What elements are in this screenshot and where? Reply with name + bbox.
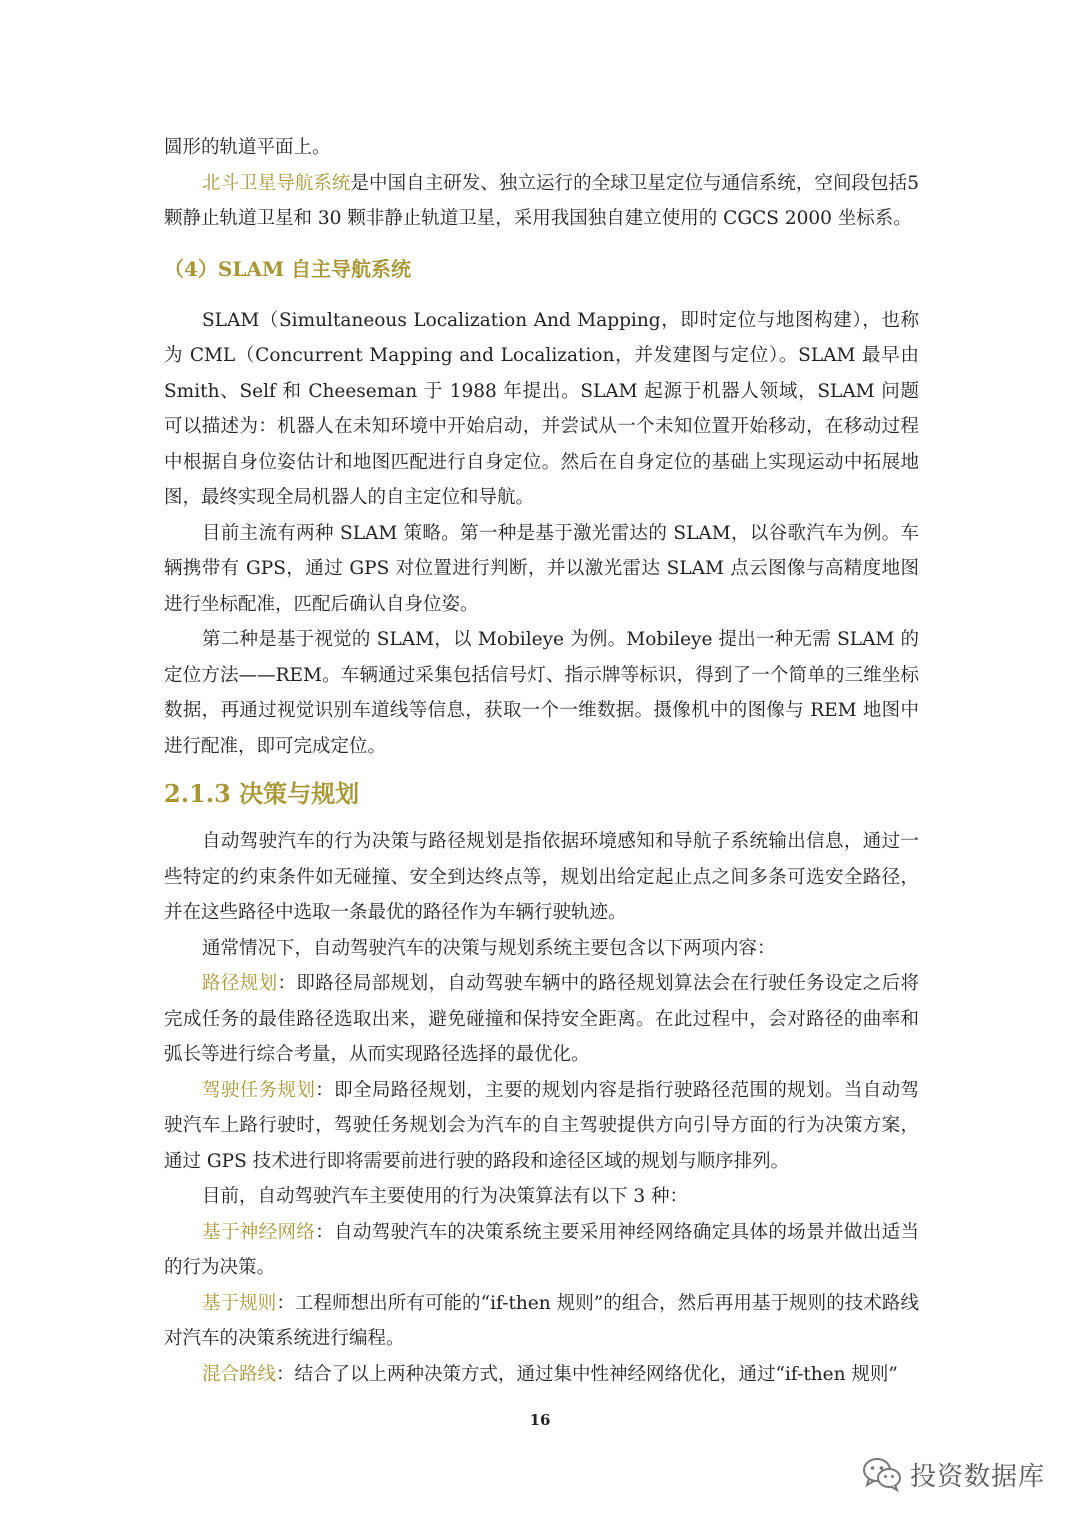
paragraph-text: ：结合了以上两种决策方式，通过集中性神经网络优化，通过“if-then 规则” bbox=[276, 1363, 898, 1385]
paragraph-algorithms: 目前，自动驾驶汽车主要使用的行为决策算法有以下 3 种： bbox=[202, 1186, 689, 1207]
paragraph-decision-intro: 自动驾驶汽车的行为决策与路径规划是指依据环境感知和导航子系统输出信息，通过一些特定的约束条件如无碰撞、安全到达终点等，规划出给定起止点之间多条可选安全路径，并在这些路径中选取一条最优的路径作为车辆行驶轨迹。 bbox=[164, 831, 919, 923]
paragraph-text: ：即路径局部规划，自动驾驶车辆中的路径规划算法会在行驶任务设定之后将完成任务的最佳路径选取出来，避免碰撞和保持安全距离。在此过程中，会对路径的曲率和弧长等进行综合考量，从而实现路径选择的最优化。 bbox=[164, 973, 919, 1065]
highlight-term-hybrid: 混合路线 bbox=[202, 1363, 277, 1385]
paragraph-slam-vision: 第二种是基于视觉的 SLAM，以 Mobileye 为例。Mobileye 提出一种无需 SLAM 的定位方法——REM。车辆通过采集包括信号灯、指示牌等标识，得到了一个简单的三维坐标数据，再通过视觉识别车道线等信息，获取一个一维数据。摄像机中的图像与 REM 地图中进行配准，即可完成定位。 bbox=[164, 629, 919, 757]
highlight-term-beidou: 北斗卫星导航系统 bbox=[202, 172, 351, 194]
paragraph-path-planning bbox=[164, 966, 919, 1073]
paragraph-slam-intro: SLAM（Simultaneous Localization And Mapping，即时定位与地图构建），也称为 CML（Concurrent Mapping and Localization，并发建图与定位）。SLAM 最早由 Smith、Self 和 Cheeseman 于 1988 年提出。SLAM 起源于机器人领域，SLAM 问题可以描述为：机器人在未知环境中开始启动，并尝试从一个未知位置开始移动，在移动过程中根据自身位姿估计和地图匹配进行自身定位。然后在自身定位的基础上实现运动中拓展地图，最终实现全局机器人的自主定位和导航。 bbox=[164, 309, 919, 508]
watermark-text: 投资数据库 bbox=[910, 1461, 1046, 1492]
page-number: 16 bbox=[529, 1411, 551, 1429]
page-content bbox=[164, 130, 919, 1392]
paragraph-text: ：即全局路径规划，主要的规划内容是指行驶路径范围的规划。当自动驾驶汽车上路行驶时，驾驶任务规划会为汽车的自主驾驶提供方向引导方面的行为决策方案，通过 GPS 技术进行即将需要前进行驶的路段和途径区域的规划与顺序排列。 bbox=[164, 1079, 919, 1172]
paragraph-rule-based bbox=[164, 1286, 919, 1357]
paragraph-text: 是中国自主研发、独立运行的全球卫星定位与通信系统，空间段包括5 颗静止轨道卫星和 30 颗非静止轨道卫星，采用我国独自建立使用的 CGCS 2000 坐标系。 bbox=[164, 172, 919, 229]
paragraph-text: ：工程师想出所有可能的“if-then 规则”的组合，然后再用基于规则的技术路线对汽车的决策系统进行编程。 bbox=[164, 1292, 919, 1349]
section-heading-decision-planning: 2.1.3 决策与规划 bbox=[164, 779, 360, 808]
paragraph-slam-strategies: 目前主流有两种 SLAM 策略。第一种是基于激光雷达的 SLAM，以谷歌汽车为例。车辆携带有 GPS，通过 GPS 对位置进行判断，并以激光雷达 SLAM 点云图像与高精度地图进行坐标配准，匹配后确认自身位姿。 bbox=[164, 522, 919, 615]
highlight-term-path-planning: 路径规划 bbox=[202, 973, 278, 994]
paragraph-decision-contents: 通常情况下，自动驾驶汽车的决策与规划系统主要包含以下两项内容： bbox=[202, 937, 776, 959]
paragraph-beidou bbox=[164, 166, 919, 237]
paragraph-hybrid bbox=[164, 1357, 919, 1393]
highlight-term-neural-network: 基于神经网络 bbox=[202, 1221, 316, 1243]
highlight-term-rule-based: 基于规则 bbox=[202, 1292, 277, 1314]
subheading-slam: （4）SLAM 自主导航系统 bbox=[164, 256, 412, 281]
watermark bbox=[862, 1452, 1045, 1496]
paragraph-orbit-end bbox=[164, 130, 919, 166]
wechat-icon bbox=[862, 1456, 902, 1492]
paragraph-task-planning bbox=[164, 1073, 919, 1180]
paragraph-text: ：自动驾驶汽车的决策系统主要采用神经网络确定具体的场景并做出适当的行为决策。 bbox=[164, 1221, 919, 1278]
highlight-term-task-planning: 驾驶任务规划 bbox=[202, 1079, 316, 1101]
paragraph-text: 圆形的轨道平面上。 bbox=[164, 137, 331, 158]
paragraph-neural-network bbox=[164, 1215, 919, 1286]
